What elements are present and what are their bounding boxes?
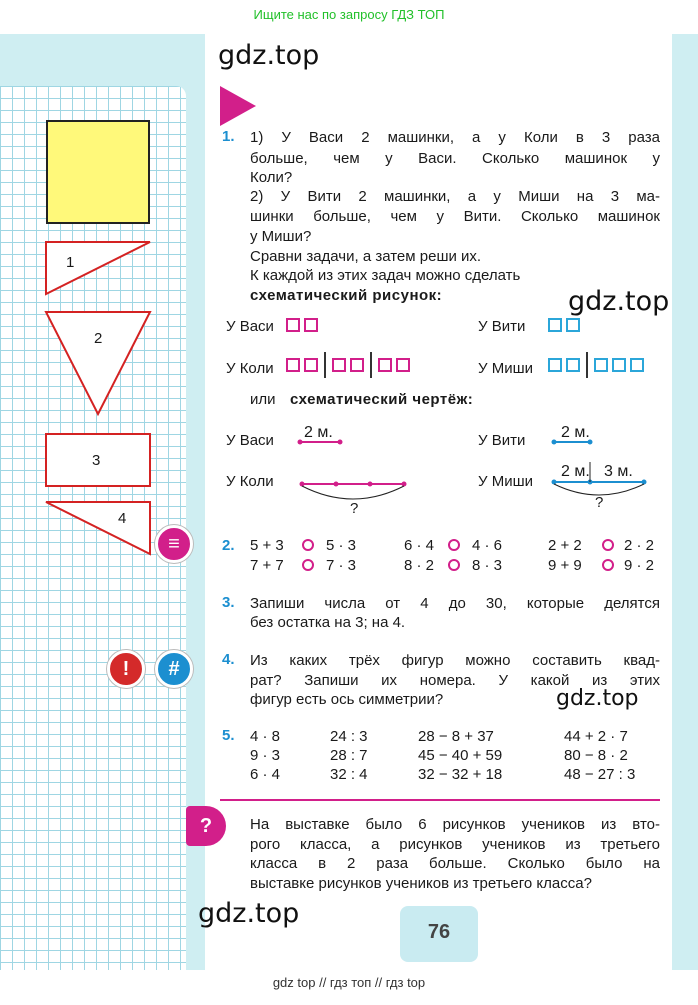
- expr: 7 + 7: [250, 557, 284, 574]
- grid-icon[interactable]: #: [155, 650, 193, 688]
- bonus-line: рого класса, а рисунков учеников из третьего: [250, 836, 660, 853]
- compare-circle[interactable]: [602, 539, 614, 551]
- expr: 5 + 3: [250, 537, 284, 554]
- task-number: 2.: [222, 537, 235, 554]
- expr: 4 · 8: [250, 728, 281, 745]
- section-marker-icon: [220, 86, 258, 126]
- watermark: gdz.top: [556, 686, 639, 711]
- task3-line: Запиши числа от 4 до 30, которые делятся: [250, 595, 660, 612]
- compare-circle[interactable]: [602, 559, 614, 571]
- kolya-boxes: [286, 352, 414, 378]
- task1-bold: схематический чертёж:: [290, 391, 474, 408]
- figure-label-4: 4: [118, 510, 127, 527]
- expr: 6 · 4: [404, 537, 435, 554]
- task1-line: 1) У Васи 2 машинки, а у Коли в 3 раза: [250, 129, 660, 146]
- expr: 6 · 4: [250, 766, 281, 783]
- task1-line: Коли?: [250, 169, 293, 186]
- expr: 4 · 6: [472, 537, 503, 554]
- task1-line: Сравни задачи, а затем реши их.: [250, 248, 482, 265]
- label-vasya: У Васи: [226, 432, 274, 449]
- task5-grid: [250, 727, 660, 787]
- expr: 5 · 3: [326, 537, 357, 554]
- seg-label-misha-3: 3 м.: [604, 463, 633, 480]
- task1-line: больше, чем у Васи. Сколько машинок у: [250, 150, 660, 167]
- expr: 44 + 2 · 7: [564, 728, 628, 745]
- misha-boxes: [548, 352, 648, 378]
- question-icon: ?: [186, 806, 226, 846]
- expr: 8 · 3: [472, 557, 503, 574]
- task2-grid: [250, 536, 670, 576]
- expr: 28 : 7: [330, 747, 368, 764]
- calc-icon[interactable]: ≡: [155, 525, 193, 563]
- figure-1: [46, 242, 150, 294]
- figure-label-2: 2: [94, 330, 103, 347]
- task-number: 5.: [222, 727, 235, 744]
- expr: 48 − 27 : 3: [564, 766, 636, 783]
- label-vitya: У Вити: [478, 318, 526, 335]
- watermark: gdz.top: [218, 40, 320, 71]
- task1-line: шинки больше, чем у Вити. Сколько машинок: [250, 208, 660, 225]
- expr: 7 · 3: [326, 557, 357, 574]
- task4-line: рат? Запиши их номера. У какой из этих: [250, 672, 660, 689]
- expr: 9 · 3: [250, 747, 281, 764]
- bonus-line: выставке рисунков учеников из третьего класса?: [250, 875, 592, 892]
- label-vitya: У Вити: [478, 432, 526, 449]
- page-number: 76: [400, 906, 478, 962]
- task1-bold: схематический рисунок:: [250, 287, 443, 304]
- expr: 2 + 2: [548, 537, 582, 554]
- figure-4: [46, 502, 150, 554]
- bonus-line: класса в 2 раза больше. Сколько было на: [250, 855, 660, 872]
- expr: 9 · 2: [624, 557, 655, 574]
- task1-line: у Миши?: [250, 228, 312, 245]
- compare-circle[interactable]: [302, 539, 314, 551]
- expr: 32 − 32 + 18: [418, 766, 503, 783]
- figure-label-3: 3: [92, 452, 101, 469]
- seg-label-misha-2: 2 м.: [561, 463, 590, 480]
- task4-line: фигур есть ось симметрии?: [250, 691, 444, 708]
- vitya-boxes: [548, 316, 584, 334]
- expr: 45 − 40 + 59: [418, 747, 503, 764]
- watermark: gdz.top: [198, 898, 300, 929]
- label-vasya: У Васи: [226, 318, 274, 335]
- label-kolya: У Коли: [226, 360, 274, 377]
- question-mark: ?: [350, 500, 359, 517]
- task-number: 3.: [222, 594, 235, 611]
- compare-circle[interactable]: [302, 559, 314, 571]
- label-misha: У Миши: [478, 473, 533, 490]
- expr: 80 − 8 · 2: [564, 747, 628, 764]
- footer: gdz top // гдз топ // гдз top: [272, 975, 426, 990]
- seg-label-vasya: 2 м.: [304, 424, 333, 441]
- seg-label-vitya: 2 м.: [561, 424, 590, 441]
- task1-line: К каждой из этих задач можно сделать: [250, 267, 521, 284]
- expr: 8 · 2: [404, 557, 435, 574]
- label-kolya: У Коли: [226, 473, 274, 490]
- divider: [220, 799, 660, 801]
- task1-line: 2) У Вити 2 машинки, а у Миши на 3 ма-: [250, 188, 660, 205]
- expr: 9 + 9: [548, 557, 582, 574]
- task4-line: Из каких трёх фигур можно составить квад-: [250, 652, 660, 669]
- figure-2: [46, 312, 150, 414]
- figure-label-1: 1: [66, 254, 75, 271]
- expr: 28 − 8 + 37: [418, 728, 494, 745]
- watermark: gdz.top: [568, 286, 670, 317]
- expr: 24 : 3: [330, 728, 368, 745]
- expr: 2 · 2: [624, 537, 655, 554]
- expr: 32 : 4: [330, 766, 368, 783]
- label-misha: У Миши: [478, 360, 533, 377]
- question-mark: ?: [595, 494, 604, 511]
- or-text: или: [250, 391, 276, 408]
- alert-icon[interactable]: !: [107, 650, 145, 688]
- vasya-boxes: [286, 316, 322, 334]
- compare-circle[interactable]: [448, 559, 460, 571]
- figures-svg: [40, 236, 160, 566]
- compare-circle[interactable]: [448, 539, 460, 551]
- task3-line: без остатка на 3; на 4.: [250, 614, 406, 631]
- task-number: 4.: [222, 651, 235, 668]
- task-number: 1.: [222, 128, 235, 145]
- bonus-line: На выставке было 6 рисунков учеников из вто-: [250, 816, 660, 833]
- yellow-square: [46, 120, 150, 224]
- top-banner: Ищите нас по запросу ГДЗ ТОП: [253, 7, 445, 22]
